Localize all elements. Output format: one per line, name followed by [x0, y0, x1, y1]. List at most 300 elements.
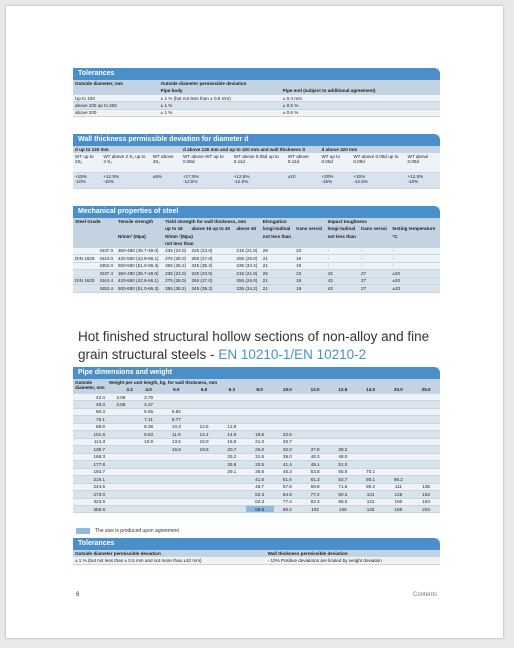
table-row: [73, 491, 440, 498]
cell: [412, 431, 440, 438]
cell: 43: [326, 270, 359, 277]
cell: 26.0: [246, 446, 274, 453]
cell: [135, 468, 163, 475]
cell: 16.6: [163, 446, 191, 453]
cell: [329, 423, 357, 430]
cell: 26.6: [218, 461, 246, 468]
cell: 76.1: [73, 416, 107, 423]
nlt-elongation: not less than: [261, 232, 326, 239]
cell: 8.38: [135, 423, 163, 430]
cell: [301, 438, 329, 445]
cell: [412, 468, 440, 475]
cell: [163, 483, 191, 490]
cell: 21.0: [246, 438, 274, 445]
table-row: [73, 109, 440, 116]
col-i3: testing temperature: [390, 225, 440, 232]
cell: [107, 498, 135, 505]
cell: [218, 476, 246, 483]
cell: [385, 408, 413, 415]
cell: [301, 416, 329, 423]
cell: 31.6: [246, 453, 274, 460]
cell: [107, 416, 135, 423]
cell: 204: [412, 505, 440, 512]
cell: [246, 393, 274, 400]
cell: 64.9: [274, 491, 302, 498]
cell: [218, 491, 246, 498]
cell: -: [326, 255, 359, 262]
cell: 323.9: [73, 498, 107, 505]
cell: 5.55: [135, 408, 163, 415]
cell: [107, 461, 135, 468]
table-row: [73, 557, 440, 564]
wall-thickness-title: Wall thickness permissible deviation for diameter d: [73, 134, 440, 146]
cell: [190, 453, 218, 460]
cell: [357, 438, 385, 445]
table-row: [73, 505, 440, 512]
cell: [107, 453, 135, 460]
wall-thickness-col: 4.0: [135, 386, 163, 393]
legend-text: The size is produced upon agreement: [95, 528, 179, 534]
cell: [107, 423, 135, 430]
cell: ± 0.4 mm: [281, 94, 440, 101]
cell: 193.7: [73, 468, 107, 475]
cell: [385, 461, 413, 468]
cell: [190, 491, 218, 498]
cell: 12.5: [190, 423, 218, 430]
cell: 68.6: [246, 505, 274, 512]
cell: 41.4: [274, 461, 302, 468]
cell: 48.3: [73, 401, 107, 408]
tolerances2-panel: [73, 538, 440, 565]
cell: above 200: [73, 109, 159, 116]
cell: -: [326, 247, 359, 254]
cell: 68.8: [301, 483, 329, 490]
cell: 355.6: [73, 505, 107, 512]
cell: +12.5% -10%: [406, 173, 441, 189]
cell: [301, 393, 329, 400]
table-row: [73, 102, 440, 109]
tolerances2-table: [73, 550, 440, 565]
cell: St44.4: [98, 277, 116, 284]
cell: 275 (28.0): [163, 255, 189, 262]
cell: 135: [412, 483, 440, 490]
cell: 14.8: [218, 431, 246, 438]
cell: [357, 393, 385, 400]
cell: 106: [329, 505, 357, 512]
cell: [218, 505, 246, 512]
cell: [135, 461, 163, 468]
cell: 8.77: [163, 416, 191, 423]
table-row: [73, 408, 440, 415]
cell: [412, 393, 440, 400]
col-y1: up to 16: [163, 225, 189, 232]
col-y3: above 40: [234, 225, 260, 232]
wall-thickness-col: 3.2: [107, 386, 135, 393]
cell: 13.5: [163, 438, 191, 445]
group-d320: d above 130 mm and up to 320 mm and wall thickness S: [181, 146, 319, 153]
cell: 23: [294, 247, 325, 254]
table-row: [73, 423, 440, 430]
unit-tensile: N/mm² (Mpa): [116, 232, 163, 239]
cell: 55.9: [329, 468, 357, 475]
cell: 57.8: [274, 483, 302, 490]
cell: 500-650 (51.0-66.3): [116, 262, 163, 269]
cell: [385, 431, 413, 438]
col-i2: trans versal: [359, 225, 390, 232]
cell: [357, 446, 385, 453]
cell: 9.63: [135, 431, 163, 438]
cell: [107, 491, 135, 498]
cell: ± 1 % (but not less than ± 0.5 mm): [159, 94, 281, 101]
cell: [218, 498, 246, 505]
cell: [190, 476, 218, 483]
cell: [107, 408, 135, 415]
col-tensile: Tensile strength: [116, 218, 163, 232]
table-row: [73, 270, 440, 277]
cell: [135, 446, 163, 453]
col-body: Pipe body: [159, 87, 281, 94]
cell: 27: [359, 270, 390, 277]
cell: [357, 408, 385, 415]
cell: 96.0: [329, 498, 357, 505]
cell: 71.5: [329, 483, 357, 490]
wall-thickness-col: 10.0: [274, 386, 302, 393]
cell: ±9%: [151, 173, 181, 189]
cell: St37.4: [98, 270, 116, 277]
cell: [218, 408, 246, 415]
cell: [412, 401, 440, 408]
cell: 14.1: [190, 431, 218, 438]
cell: +12.5% -10%: [101, 173, 150, 189]
cell: [412, 408, 440, 415]
wall-thickness-col: 6.3: [218, 386, 246, 393]
group-d320-above: d above 320 mm: [319, 146, 440, 153]
col-elongation: Elongation: [261, 218, 326, 225]
cell: [190, 483, 218, 490]
cell: [107, 438, 135, 445]
cell: 16.0: [190, 438, 218, 445]
page-number: 6: [76, 592, 80, 598]
cell: [329, 408, 357, 415]
cell: [246, 416, 274, 423]
cell: 48.0: [329, 453, 357, 460]
col-el1: longi-tudinal: [261, 225, 294, 232]
pipe-dimensions-table: [73, 379, 440, 513]
unit-temp: °C: [390, 232, 440, 239]
cell: 102: [301, 505, 329, 512]
cell: [412, 461, 440, 468]
cell: [357, 461, 385, 468]
col-el2: trans versal: [294, 225, 325, 232]
cell: [163, 498, 191, 505]
cell: 101: [357, 491, 385, 498]
cell: 215 (21.9): [234, 247, 260, 254]
cell: [357, 453, 385, 460]
cell: 265 (27.0): [189, 255, 234, 262]
cell: [107, 483, 135, 490]
cell: 10.3: [163, 423, 191, 430]
pipe-dimensions-panel: [73, 367, 440, 513]
wall-thickness-panel: [73, 134, 440, 189]
wall-thickness-col: 25.0: [412, 386, 440, 393]
cell: 19.8: [190, 446, 218, 453]
cell: +15% -12.5%: [351, 173, 405, 189]
cell: [218, 483, 246, 490]
col-od-dev: Outside diameter permissible deviation: [73, 550, 266, 557]
cell: [385, 453, 413, 460]
cell: [385, 438, 413, 445]
nlt-yield: not less than: [163, 240, 261, 247]
sub-header: WT above 0.05d up to 0.09d: [351, 153, 405, 173]
cell: [385, 423, 413, 430]
cell: 21: [261, 277, 294, 284]
contents-link[interactable]: Contents: [413, 592, 438, 598]
table-row: [73, 262, 440, 269]
col-yield: Yield strength for wall thickness, mm: [163, 218, 261, 225]
standard-cell: [73, 270, 98, 277]
cell: [329, 438, 357, 445]
cell: -: [390, 247, 440, 254]
cell: -: [390, 262, 440, 269]
cell: 41.6: [246, 476, 274, 483]
cell: [246, 408, 274, 415]
cell: 49.1: [301, 461, 329, 468]
cell: [301, 401, 329, 408]
cell: 43: [326, 285, 359, 292]
cell: 4.37: [135, 401, 163, 408]
col-dev: Outside diameter permissible deviation: [159, 80, 440, 87]
cell: 42.4: [73, 393, 107, 400]
cell: [190, 498, 218, 505]
col-weight: Weight per unit length, kg, for wall thickness, mm: [107, 379, 440, 386]
cell: 61.3: [301, 476, 329, 483]
cell: [357, 416, 385, 423]
cell: 225 (23.0): [189, 247, 234, 254]
mechanical-table: [73, 218, 440, 293]
table-row: [73, 94, 440, 101]
cell: 255 (26.0): [234, 277, 260, 284]
cell: 46.3: [301, 453, 329, 460]
cell: +17.5% -12.5%: [181, 173, 232, 189]
cell: 355 (36.2): [163, 285, 189, 292]
sub-header: WT up to 0.05d: [319, 153, 351, 173]
cell: [107, 468, 135, 475]
pipe-dimensions-title: Pipe dimensions and weight: [73, 367, 440, 379]
cell: [357, 423, 385, 430]
wall-thickness-table: [73, 146, 440, 189]
cell: [163, 461, 191, 468]
cell: 265 (27.0): [189, 277, 234, 284]
cell: 125: [385, 491, 413, 498]
sub-header: WT above 0.09d: [406, 153, 441, 173]
section-heading: [78, 328, 458, 364]
cell: [412, 416, 440, 423]
cell: 3.79: [135, 393, 163, 400]
cell: 70.1: [357, 468, 385, 475]
cell: -: [390, 255, 440, 262]
cell: [163, 468, 191, 475]
cell: 25: [261, 247, 294, 254]
cell: [135, 498, 163, 505]
wall-thickness-header: [73, 386, 440, 393]
cell: [190, 393, 218, 400]
cell: ± 0.6 %: [281, 109, 440, 116]
cell: 3.09: [107, 393, 135, 400]
cell: [385, 393, 413, 400]
cell: 19: [294, 285, 325, 292]
cell: 19: [294, 255, 325, 262]
table-row: [73, 285, 440, 292]
cell: [357, 431, 385, 438]
cell: St44.0: [98, 255, 116, 262]
wall-thickness-col: 20.0: [385, 386, 413, 393]
cell: 219.1: [73, 476, 107, 483]
cell: +15% -10%: [73, 173, 101, 189]
wall-thickness-col: 5.0: [163, 386, 191, 393]
cell: 134: [357, 505, 385, 512]
sub-header: WT above 2 S₁ up to 4 S₁: [101, 153, 150, 173]
cell: 150: [385, 498, 413, 505]
sub-header: WT above 0.05d up to 0.11d: [232, 153, 286, 173]
cell: 21: [261, 255, 294, 262]
cell: 88.9: [73, 423, 107, 430]
cell: [412, 446, 440, 453]
cell: 21: [261, 285, 294, 292]
cell: 350-480 (35.7-49.0): [116, 247, 163, 254]
cell: 177.8: [73, 461, 107, 468]
cell: [163, 401, 191, 408]
cell: -: [359, 247, 390, 254]
cell: [385, 468, 413, 475]
cell: 25.7: [274, 438, 302, 445]
cell: [246, 423, 274, 430]
cell: [163, 491, 191, 498]
cell: St52.4: [98, 285, 116, 292]
cell: [274, 416, 302, 423]
cell: 10.9: [135, 438, 163, 445]
group-d130: d up to 130 mm: [73, 146, 181, 153]
heading-main: Hot finished structural hollow sections of non-alloy and fine grain structural steels -: [78, 329, 430, 362]
cell: 63.7: [329, 476, 357, 483]
cell: 275 (28.0): [163, 277, 189, 284]
cell: 32.0: [274, 446, 302, 453]
cell: 19: [294, 277, 325, 284]
cell: 80.1: [357, 476, 385, 483]
cell: [385, 416, 413, 423]
cell: [329, 416, 357, 423]
cell: 25: [261, 270, 294, 277]
cell: Up to 100: [73, 94, 159, 101]
cell: 27: [359, 285, 390, 292]
cell: [135, 483, 163, 490]
cell: 235 (24.0): [163, 247, 189, 254]
cell: - 10% Positive deviations are limited by weight deviation: [266, 557, 440, 564]
cell: St52.0: [98, 262, 116, 269]
cell: 16.8: [218, 438, 246, 445]
col-grade: Steel Grade: [73, 218, 116, 240]
cell: 420-550 (42.9-56.1): [116, 255, 163, 262]
cell: 168.3: [73, 453, 107, 460]
cell: [274, 423, 302, 430]
table-row: [73, 476, 440, 483]
sub-header: WT above 0.11d: [286, 153, 320, 173]
cell: 51.0: [329, 461, 357, 468]
heading-standard: EN 10210-1/EN 10210-2: [218, 347, 367, 362]
cell: 19: [294, 262, 325, 269]
table-row: [73, 446, 440, 453]
cell: [190, 408, 218, 415]
cell: 420-550 (42.9-56.1): [116, 277, 163, 284]
table-row: [73, 438, 440, 445]
cell: [163, 393, 191, 400]
cell: [163, 453, 191, 460]
cell: -: [326, 262, 359, 269]
cell: ± 1 %: [159, 109, 281, 116]
tolerances-title: Tolerances: [73, 68, 440, 80]
cell: [301, 408, 329, 415]
cell: 139.7: [73, 446, 107, 453]
table-row: [73, 416, 440, 423]
cell: 335 (34.2): [234, 285, 260, 292]
cell: [357, 401, 385, 408]
cell: 3.56: [107, 401, 135, 408]
cell: 25.2: [218, 453, 246, 460]
cell: 153: [412, 491, 440, 498]
cell: [135, 491, 163, 498]
cell: ± 0.5 %: [281, 102, 440, 109]
mechanical-title: Mechanical properties of steel: [73, 206, 440, 218]
cell: 33.5: [246, 461, 274, 468]
table-row: [73, 461, 440, 468]
col-end: Pipe end (subject to additional agreement): [281, 87, 440, 94]
col-y2: above 16 up to 40: [189, 225, 234, 232]
table-row: [73, 393, 440, 400]
cell: [329, 393, 357, 400]
cell: 51.6: [274, 476, 302, 483]
table-row: [73, 498, 440, 505]
unit-yield: N/mm ²(Mpa): [163, 232, 261, 239]
cell: 39.2: [329, 446, 357, 453]
sub-header: WT up to 2S₁: [73, 153, 101, 173]
wall-thickness-col: 8.0: [246, 386, 274, 393]
table-row: [73, 255, 440, 262]
cell: ±20: [390, 270, 440, 277]
cell: 184: [412, 498, 440, 505]
table-row: [73, 277, 440, 284]
wall-thickness-col: 12.0: [301, 386, 329, 393]
cell: 345 (35.2): [189, 285, 234, 292]
cell: [135, 505, 163, 512]
cell: [274, 393, 302, 400]
cell: [163, 505, 191, 512]
cell: 98.2: [385, 476, 413, 483]
cell: 6.82: [163, 408, 191, 415]
col-od: Outside diameter, mm: [73, 80, 159, 94]
cell: 111: [385, 483, 413, 490]
cell: [107, 431, 135, 438]
cell: 273.0: [73, 491, 107, 498]
cell: [190, 468, 218, 475]
cell: 101.6: [73, 431, 107, 438]
cell: 12.8: [218, 423, 246, 430]
cell: ± 1 % (but not less than ± 0.5 mm and not more than ±10 mm): [73, 557, 266, 564]
cell: 225 (23.0): [189, 270, 234, 277]
wall-thickness-col: 6.0: [190, 386, 218, 393]
cell: 85.2: [274, 505, 302, 512]
cell: 345 (35.2): [189, 262, 234, 269]
standard-cell: [73, 285, 98, 292]
col-i1: longi-tudinal: [326, 225, 359, 232]
